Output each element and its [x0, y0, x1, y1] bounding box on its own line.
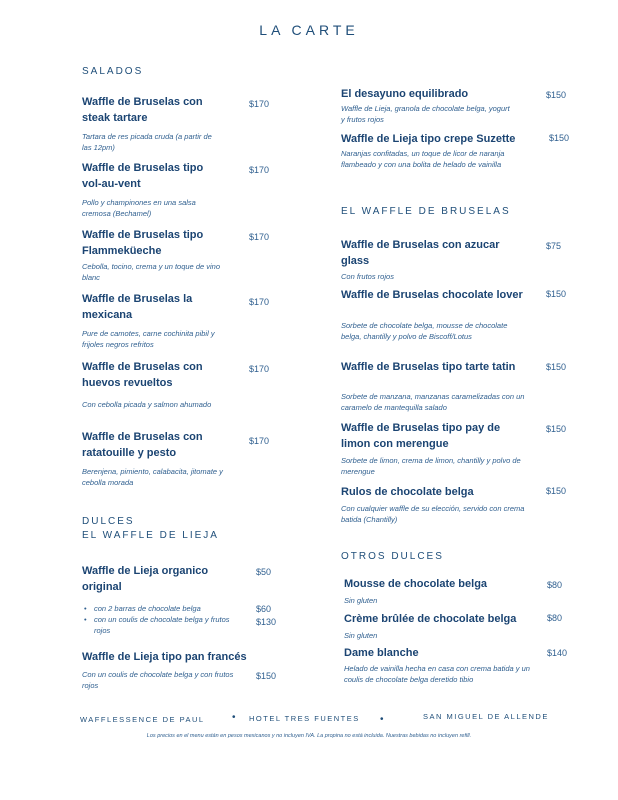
- item-desc: Sorbete de limon, crema de limon, chantilly y polvo de merengue: [341, 456, 521, 476]
- item-desc: Berenjena, pimiento, calabacita, jitomate y cebolla morada: [82, 467, 223, 487]
- item-name: Dame blanche: [344, 647, 419, 659]
- item-price: $170: [249, 165, 270, 175]
- item-name: Waffle de Bruselas tipo vol-au-vent: [82, 162, 204, 190]
- item-price: $80: [547, 580, 563, 590]
- item-price: $170: [249, 364, 270, 374]
- menu-title: LA CARTE: [259, 22, 359, 38]
- item-name: Crème brûlée de chocolate belga: [344, 613, 517, 625]
- item-desc: Pollo y champinones en una salsa cremosa (Bechamel): [82, 198, 196, 218]
- item-price: $150: [546, 486, 567, 496]
- item-name: Waffle de Bruselas tipo pay de limon con merengue: [341, 422, 501, 450]
- section-waffle-lieja: EL WAFFLE DE LIEJA: [82, 530, 219, 541]
- section-otros-dulces: OTROS DULCES: [341, 551, 444, 562]
- item-price: $150: [549, 133, 570, 143]
- option-list: [82, 603, 247, 636]
- item-price: $170: [249, 436, 270, 446]
- item-price: $170: [249, 99, 270, 109]
- footer-city: SAN MIGUEL DE ALLENDE: [423, 712, 549, 721]
- item-name: Waffle de Bruselas con ratatouille y pesto: [82, 431, 203, 459]
- option-item: • con un coulis de chocolate belga y frutos rojos: [82, 614, 247, 636]
- item-price: $150: [546, 289, 567, 299]
- item-price: $80: [547, 613, 563, 623]
- item-name: Waffle de Bruselas tipo Flammeküeche: [82, 229, 204, 257]
- item-name: El desayuno equilibrado: [341, 88, 469, 100]
- item-desc: Cebolla, tocino, crema y un toque de vino blanc: [82, 262, 220, 282]
- footer-separator: •: [232, 712, 236, 723]
- item-price: $150: [546, 362, 567, 372]
- option-item: • con 2 barras de chocolate belga: [82, 603, 247, 614]
- footer-brand: WAFFLESSENCE DE PAUL: [80, 715, 205, 724]
- item-name: Waffle de Lieja tipo crepe Suzette: [341, 133, 516, 145]
- item-desc: Sorbete de manzana, manzanas caramelizadas con un caramelo de mantequilla salado: [341, 392, 525, 412]
- item-desc: Sorbete de chocolate belga, mousse de chocolate belga, chantilly y polvo de Biscoff/Lotus: [341, 321, 508, 341]
- item-name: Waffle de Bruselas tipo tarte tatin: [341, 361, 516, 373]
- item-price: $150: [546, 90, 567, 100]
- item-price: $75: [546, 241, 562, 251]
- item-name: Waffle de Bruselas chocolate lover: [341, 289, 523, 301]
- option-price: $60: [256, 604, 272, 614]
- item-name: Mousse de chocolate belga: [344, 578, 488, 590]
- item-desc: Con frutos rojos: [341, 272, 394, 281]
- item-price: $170: [249, 297, 270, 307]
- item-name: Waffle de Bruselas la mexicana: [82, 293, 193, 321]
- option-price: $130: [256, 617, 277, 627]
- item-desc: Sin gluten: [344, 596, 378, 605]
- item-price: $140: [547, 648, 568, 658]
- item-name: Waffle de Bruselas con azucar glass: [341, 239, 500, 267]
- item-price: $150: [256, 671, 277, 681]
- footer-separator: •: [380, 714, 384, 725]
- section-dulces: DULCES: [82, 516, 135, 527]
- item-price: $50: [256, 567, 272, 577]
- item-name: Waffle de Bruselas con steak tartare: [82, 96, 203, 124]
- section-salados: SALADOS: [82, 66, 144, 77]
- item-name: Waffle de Bruselas con huevos revueltos: [82, 361, 203, 389]
- item-price: $170: [249, 232, 270, 242]
- footer-hotel: HOTEL TRES FUENTES: [249, 714, 360, 723]
- item-name: Waffle de Lieja organico original: [82, 565, 209, 593]
- item-desc: Pure de camotes, carne cochinita pibil y frijoles negros refritos: [82, 329, 215, 349]
- item-price: $150: [546, 424, 567, 434]
- item-name: Rulos de chocolate belga: [341, 486, 474, 498]
- item-desc: Tartara de res picada cruda (a partir de las 12pm): [82, 132, 212, 152]
- item-desc: Con cualquier waffle de su elección, servido con crema batida (Chantilly): [341, 504, 525, 524]
- item-desc: Con cebolla picada y salmon ahumado: [82, 400, 212, 409]
- footer-note: Los precios en el menu están en pesos mexicanos y no incluyen IVA. La propina no está incluida. Nuestras bebidas no incluyen refill.: [146, 733, 472, 739]
- item-name: Waffle de Lieja tipo pan francés: [82, 651, 247, 663]
- item-desc: Helado de vainilla hecha en casa con crema batida y un coulis de chocolate belga deretido tibio: [344, 664, 530, 684]
- section-waffle-bruselas: EL WAFFLE DE BRUSELAS: [341, 206, 511, 217]
- item-desc: Con un coulis de chocolate belga y con frutos rojos: [82, 670, 234, 690]
- item-desc: Naranjas confitadas, un toque de licor de naranja flambeado y con una bolita de helado de vainilla: [341, 149, 505, 169]
- item-desc: Waffle de Lieja, granola de chocolate belga, yogurt y frutos rojos: [341, 104, 510, 124]
- item-desc: Sin gluten: [344, 631, 378, 640]
